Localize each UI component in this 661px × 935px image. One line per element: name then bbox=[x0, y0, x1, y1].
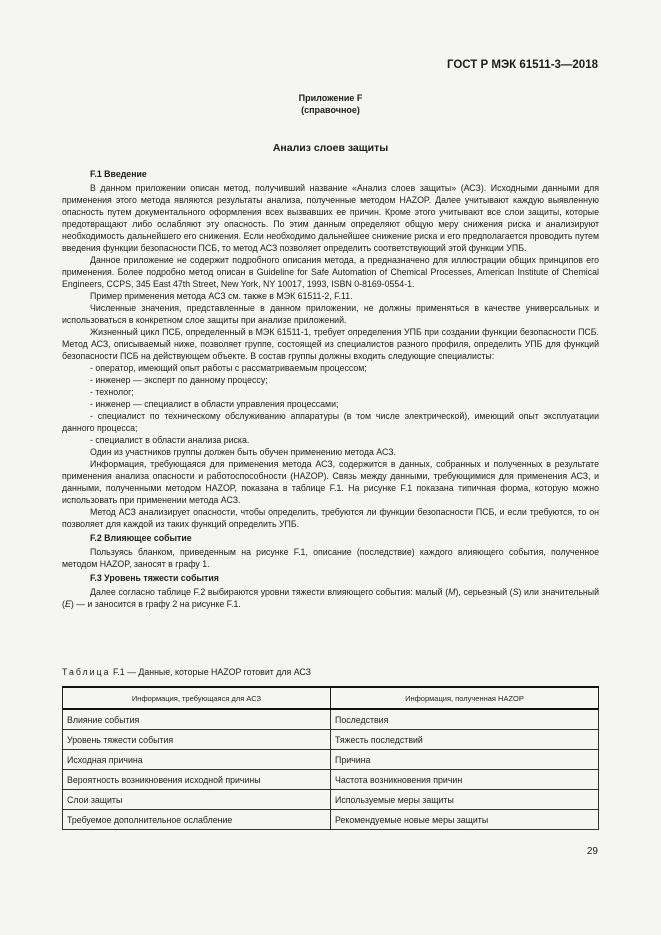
list-item: - оператор, имеющий опыт работы с рассматриваемым процессом; bbox=[90, 363, 367, 373]
table-cell: Тяжесть последствий bbox=[331, 730, 599, 750]
table-caption-label: Таблица bbox=[62, 667, 111, 677]
table-caption bbox=[62, 667, 311, 677]
paragraph: Один из участников группы должен быть обучен применению метода АСЗ. bbox=[90, 447, 396, 457]
table-caption-text: F.1 — Данные, которые HAZOP готовит для АСЗ bbox=[110, 667, 311, 677]
paragraph: Далее согласно таблице F.2 выбираются уровни тяжести влияющего события: малый (M), серьезный (S) или значительный (E) — и заносится в графу 2 на рисунке F.1. bbox=[62, 587, 600, 609]
paragraph: Метод АСЗ анализирует опасности, чтобы определить, требуются ли функции безопасности ПСБ, и если требуются, то он позволяет для каждой из таких функций определить УПБ. bbox=[62, 507, 599, 529]
appendix-subtitle: (справочное) bbox=[301, 105, 360, 115]
paragraph: Жизненный цикл ПСБ, определенный в МЭК 61511-1, требует определения УПБ при создании функции безопасности ПСБ. Метод АСЗ, описываемый ниже, позволяет группе, состоящей из специалистов разного профиля, определить УПБ для функций безопасности ПСБ на действующем объекте. В состав группы должны входить следующие специалисты: bbox=[62, 327, 599, 361]
table-cell: Рекомендуемые новые меры защиты bbox=[331, 810, 599, 830]
paragraph: Информация, требующаяся для применения метода АСЗ, содержится в данных, собранных и полученных в результате применения анализа опасности и работоспособности (HAZOP). Связь между данными, требующимися для применения АСЗ, и данными, полученными методом HAZOP, показана в таблице F.1. На рисунке F.1 показана типичная форма, которую можно использовать при применении метода АСЗ. bbox=[62, 459, 599, 505]
table-header-row bbox=[63, 687, 599, 709]
section-title: Анализ слоев защиты bbox=[272, 142, 389, 154]
appendix-title: Приложение F bbox=[298, 93, 363, 103]
table-cell: Слои защиты bbox=[63, 790, 331, 810]
paragraph: Пользуясь бланком, приведенным на рисунке F.1, описание (последствие) каждого влияющего события, полученное методом HAZOP, заносят в графу 1. bbox=[62, 547, 599, 569]
document-body bbox=[62, 166, 599, 610]
page-number: 29 bbox=[586, 846, 598, 857]
table-row bbox=[63, 770, 599, 790]
table-row bbox=[63, 790, 599, 810]
heading-f3: F.3 Уровень тяжести события bbox=[90, 573, 219, 583]
table-cell: Исходная причина bbox=[63, 750, 331, 770]
heading-f2: F.2 Влияющее событие bbox=[90, 533, 192, 543]
paragraph: В данном приложении описан метод, получивший название «Анализ слоев защиты» (АСЗ). Исходными данными для применения этого метода являются результаты анализа, полученные методом HAZOP. Далее учитывают каждую выявленную опасность путем документального оформления всех вызвавших ее причин. Кроме этого учитывают все слои защиты, которые предотвращают либо ослабляют эту опасность. По этим данным определяют общую меру снижения риска и анализируют необходимость дальнейшего его снижения. Если необходимо дальнейшее снижение риска и его предполагается проводить путем введения функции безопасности ПСБ, то метод АСЗ позволяет определить соответствующий этой функции УПБ. bbox=[62, 183, 599, 253]
table-cell: Влияние события bbox=[63, 709, 331, 730]
table-row bbox=[63, 709, 599, 730]
paragraph: Численные значения, представленные в данном приложении, не должны применяться в качестве универсальных и использоваться в конкретном слое защиты при анализе приложений. bbox=[62, 303, 599, 325]
table-cell: Используемые меры защиты bbox=[331, 790, 599, 810]
table-cell: Вероятность возникновения исходной причины bbox=[63, 770, 331, 790]
table-header: Информация, полученная HAZOP bbox=[331, 687, 599, 709]
table-cell: Последствия bbox=[331, 709, 599, 730]
table-row bbox=[63, 730, 599, 750]
list-item: - специалист в области анализа риска. bbox=[90, 435, 250, 445]
table-cell: Частота возникновения причин bbox=[331, 770, 599, 790]
list-item: - специалист по техническому обслуживанию аппаратуры (в том числе электрической), имеющий опыт эксплуатации данного процесса; bbox=[62, 411, 599, 433]
standard-code: ГОСТ Р МЭК 61511-3—2018 bbox=[446, 59, 598, 71]
table-cell: Уровень тяжести события bbox=[63, 730, 331, 750]
appendix-heading bbox=[0, 92, 661, 116]
paragraph: Данное приложение не содержит подробного описания метода, а предназначено для иллюстрации общих принципов его применения. Более подробно метод описан в Guideline for Safe Automation of Chemical Processes, American Institute of Chemical Engineers, CCPS, 345 East 47th Street, New York, NY 10017, 1993, ISBN 0-8169-0554-1. bbox=[62, 255, 599, 289]
table-cell: Требуемое дополнительное ослабление bbox=[63, 810, 331, 830]
data-table bbox=[62, 686, 599, 830]
list-item: - инженер — эксперт по данному процессу; bbox=[90, 375, 268, 385]
paragraph: Пример применения метода АСЗ см. также в МЭК 61511-2, F.11. bbox=[90, 291, 353, 301]
table-row bbox=[63, 810, 599, 830]
list-item: - инженер — специалист в области управления процессами; bbox=[90, 399, 339, 409]
table-cell: Причина bbox=[331, 750, 599, 770]
table-row bbox=[63, 750, 599, 770]
heading-f1: F.1 Введение bbox=[90, 169, 147, 179]
list-item: - технолог; bbox=[90, 387, 134, 397]
table-header: Информация, требующаяся для АСЗ bbox=[63, 687, 331, 709]
